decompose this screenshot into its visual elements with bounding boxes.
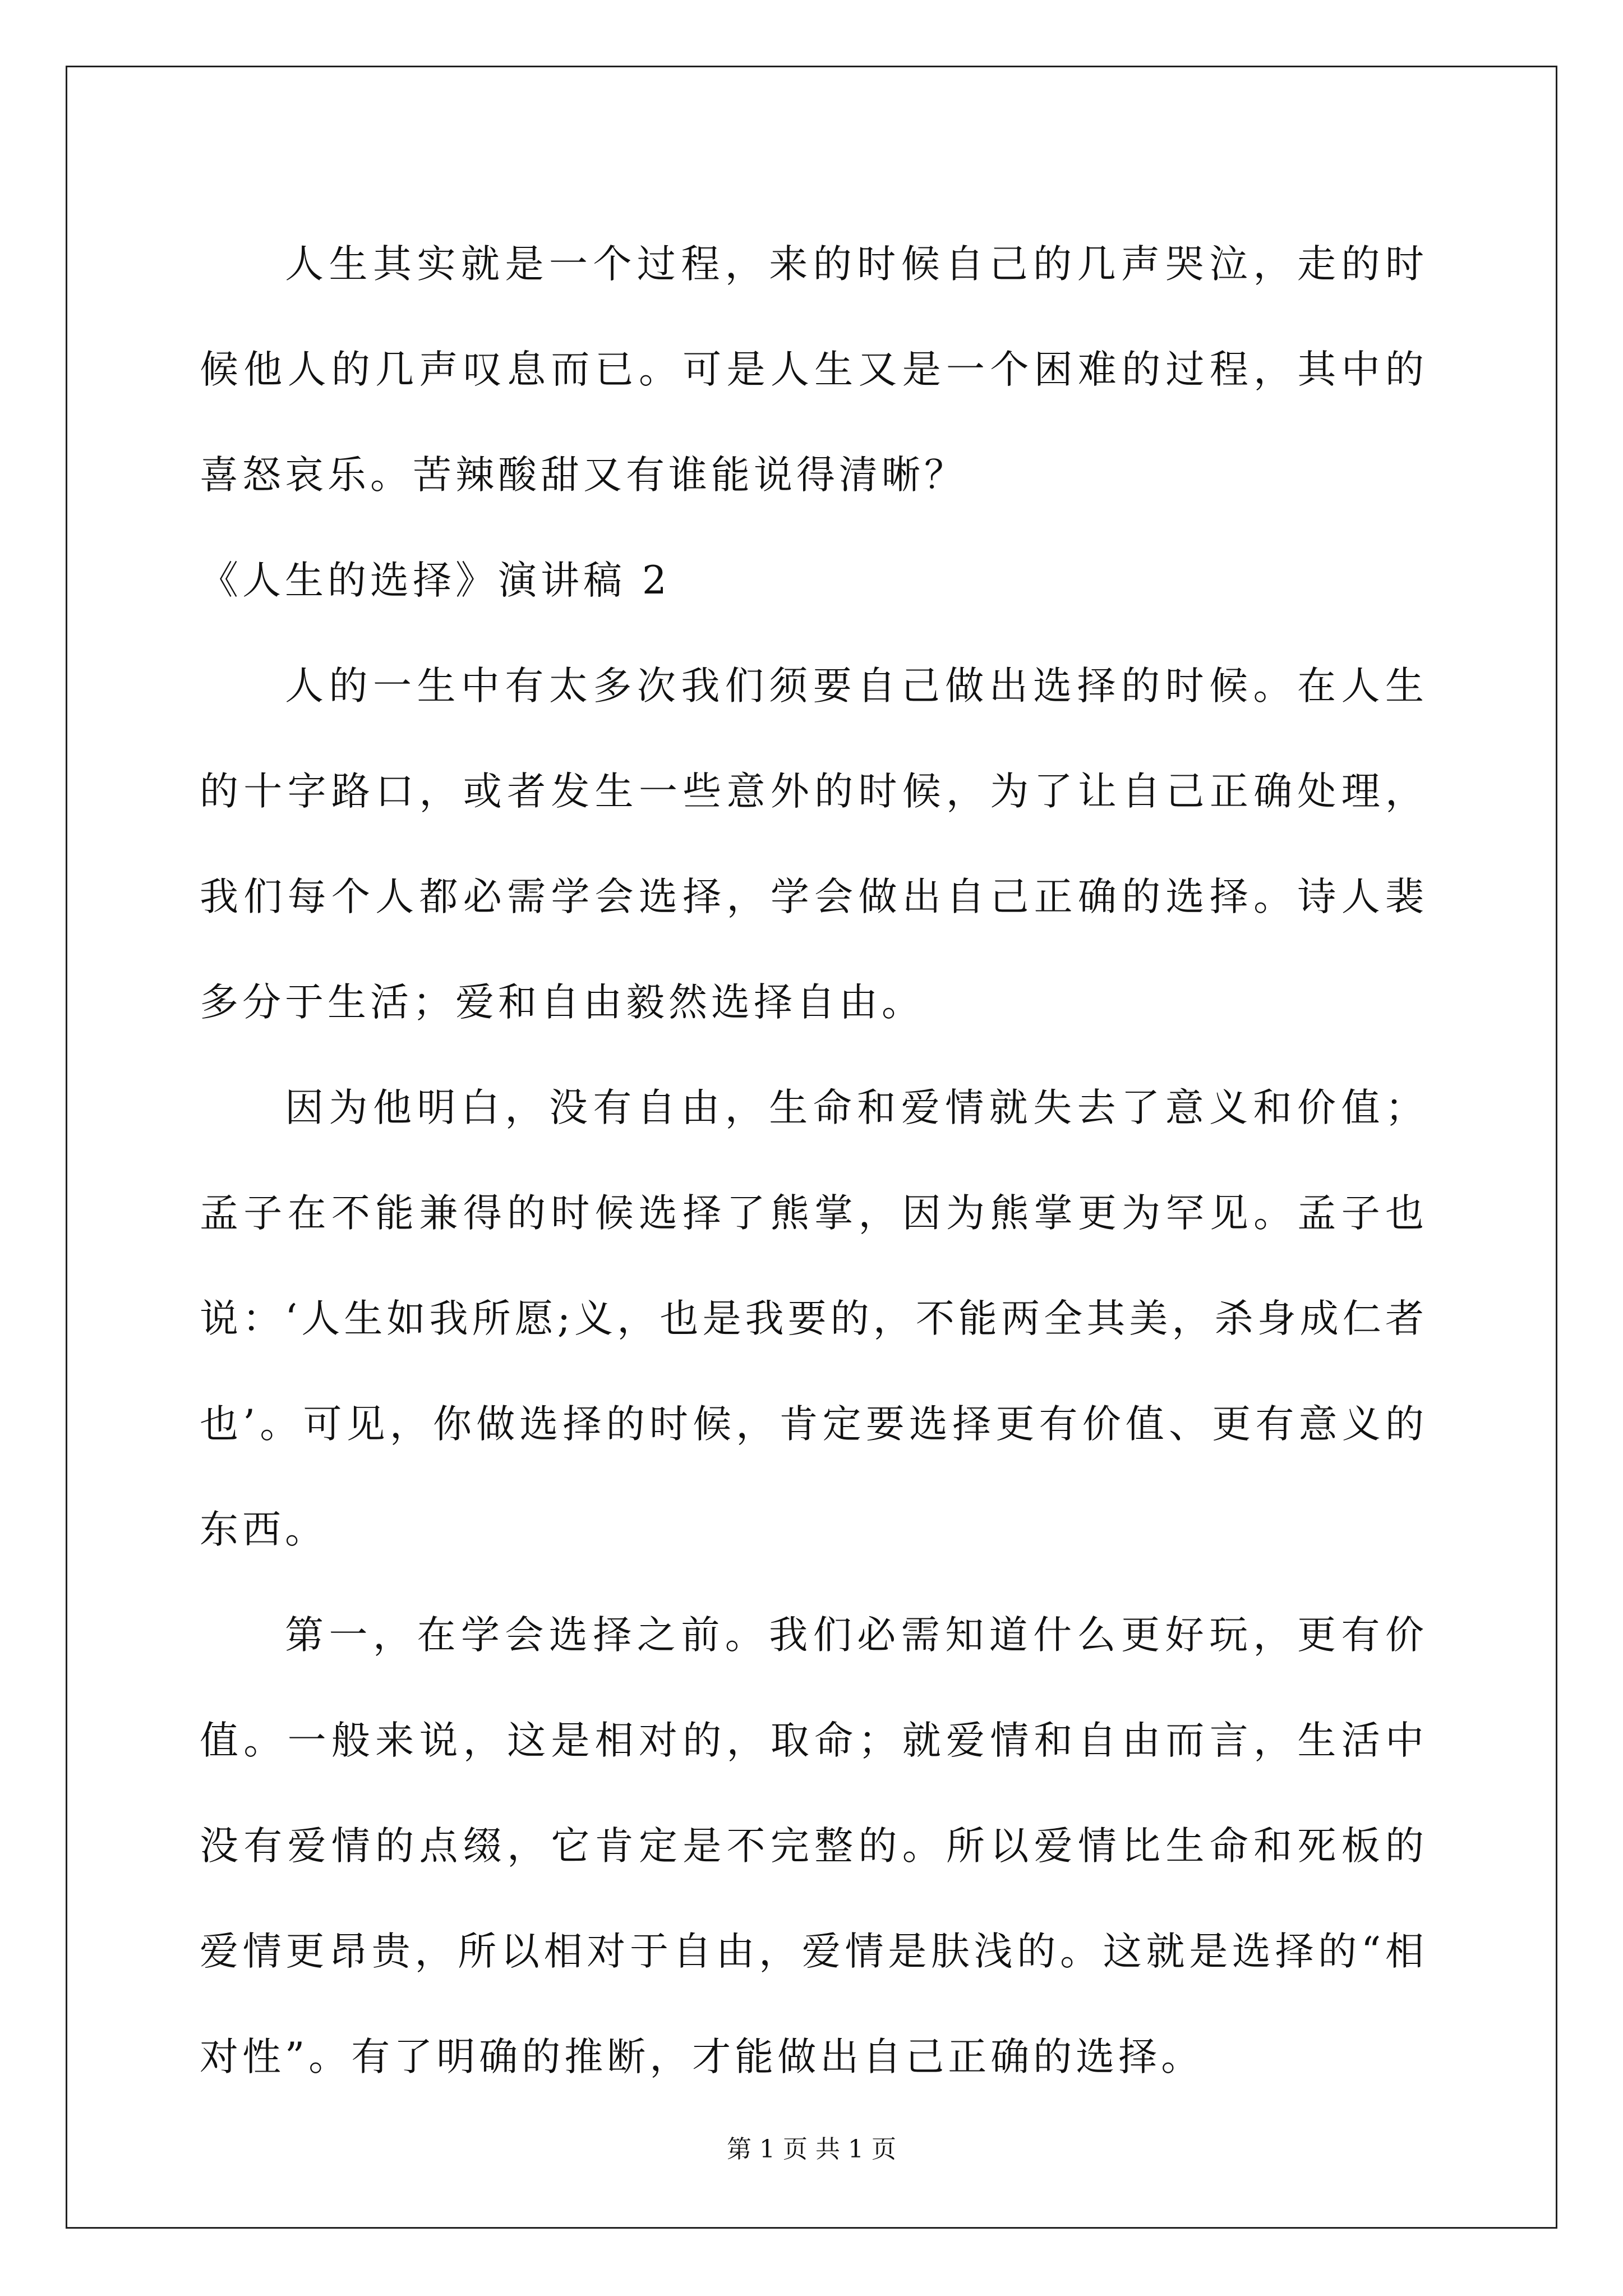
page-footer: 第 1 页 共 1 页	[727, 2135, 896, 2164]
paragraph-4: 第一，在学会选择之前。我们必需知道什么更好玩，更有价值。一般来说，这是相对的，取命；就爱情和自由而言，生活中没有爱情的点缀，它肯定是不完整的。所以爱情比生命和死板的爱情更昂贵，所以相对于自由，爱情是肤浅的。这就是选择的“相对性”。有了明确的推断，才能做出自己正确的选择。	[200, 1613, 1428, 2079]
document-body	[200, 211, 1428, 2110]
paragraph-3: 因为他明白，没有自由，生命和爱情就失去了意义和价值；孟子在不能兼得的时候选择了熊掌，因为熊掌更为罕见。孟子也说：‘人生如我所愿;义，也是我要的，不能两全其美，杀身成仁者也’。可见，你做选择的时候，肯定要选择更有价值、更有意义的东西。	[200, 1085, 1428, 1552]
section-heading: 《人生的选择》演讲稿 2	[200, 558, 671, 603]
paragraph-1: 人生其实就是一个过程，来的时候自己的几声哭泣，走的时候他人的几声叹息而已。可是人生又是一个困难的过程，其中的喜怒哀乐。苦辣酸甜又有谁能说得清晰？	[200, 242, 1428, 498]
paragraph-2: 人的一生中有太多次我们须要自己做出选择的时候。在人生的十字路口，或者发生一些意外的时候，为了让自己正确处理，我们每个人都必需学会选择，学会做出自己正确的选择。诗人裴多分于生活；爱和自由毅然选择自由。	[200, 664, 1428, 1025]
